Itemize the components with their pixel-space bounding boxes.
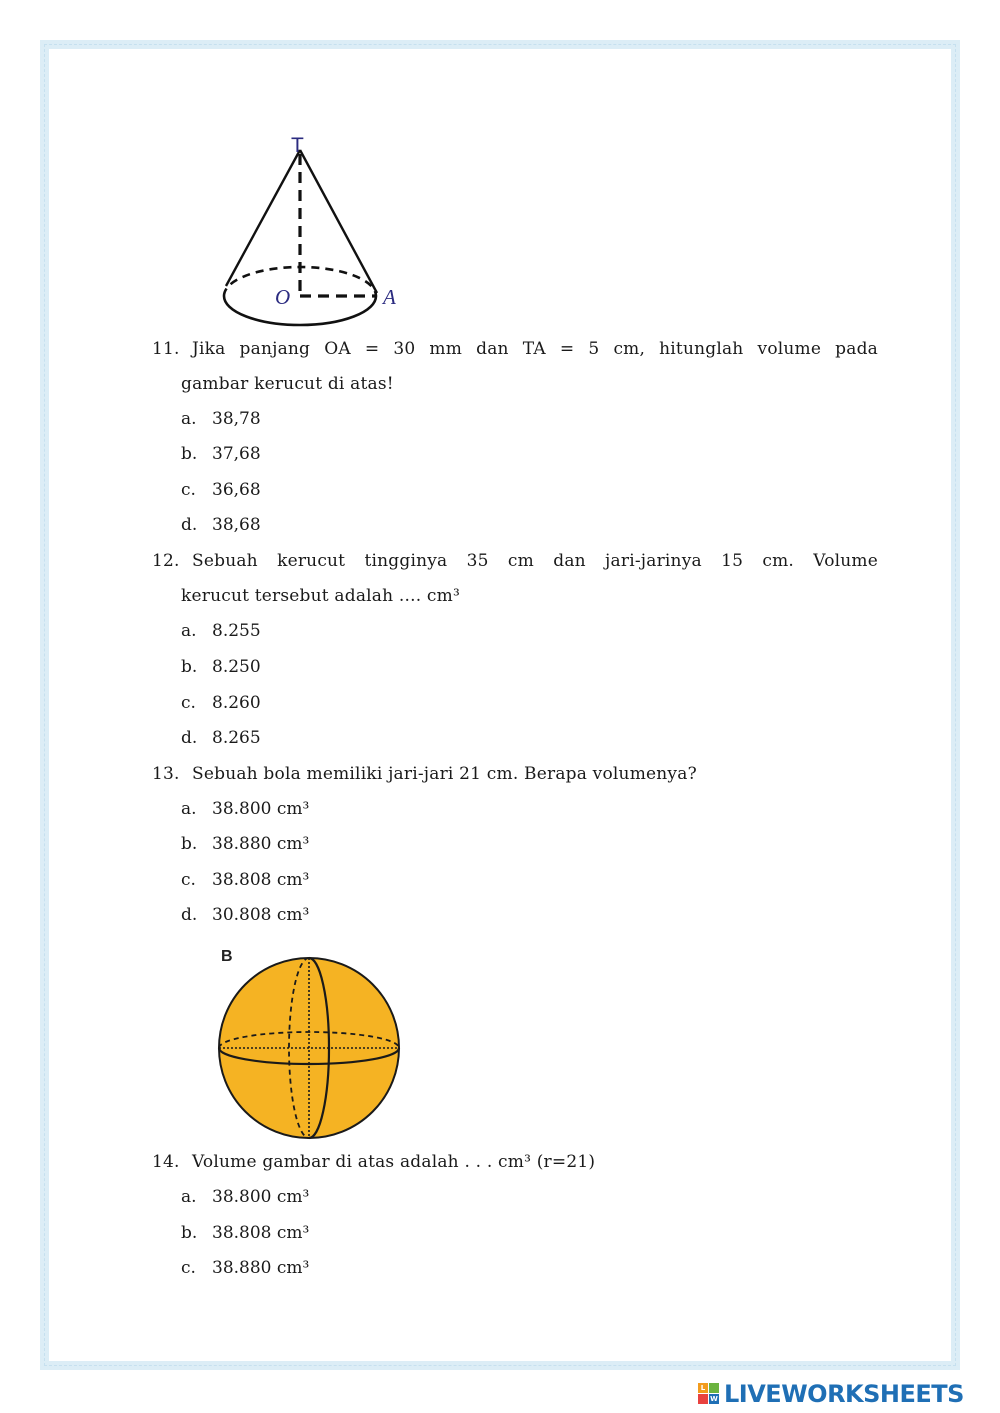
question-13 (152, 757, 878, 792)
logo-badge-letter: W (710, 1395, 718, 1403)
option-text: 38,68 (212, 515, 261, 535)
option-letter: b. (181, 444, 198, 464)
option-text: 38.800 cm³ (212, 799, 310, 819)
liveworksheets-logo[interactable] (698, 1378, 964, 1410)
option-14-b[interactable] (181, 1216, 309, 1251)
question-number: 14. (152, 1152, 180, 1172)
cone-figure (210, 128, 420, 333)
option-letter: d. (181, 728, 198, 748)
option-14-c[interactable] (181, 1251, 309, 1286)
option-text: 38.880 cm³ (212, 1258, 310, 1278)
option-text: 38,78 (212, 409, 261, 429)
cone-apex-label: T (291, 134, 304, 157)
option-text: 30.808 cm³ (212, 905, 310, 925)
option-letter: a. (181, 1187, 197, 1207)
option-12-a[interactable] (181, 614, 261, 649)
question-11 (152, 332, 878, 402)
option-letter: d. (181, 515, 198, 535)
question-12-line2: kerucut tersebut adalah .... cm³ (181, 586, 460, 606)
cone-edge-label: A (383, 285, 396, 309)
question-number: 11. (152, 339, 180, 359)
option-11-c[interactable] (181, 473, 261, 508)
option-text: 37,68 (212, 444, 261, 464)
cone-left-slant (226, 150, 300, 286)
option-letter: a. (181, 799, 197, 819)
logo-badge-letter: L (698, 1383, 708, 1393)
option-11-d[interactable] (181, 508, 261, 543)
cone-right-slant (300, 150, 377, 293)
option-letter: a. (181, 409, 197, 429)
option-text: 38.808 cm³ (212, 870, 310, 890)
logo-badge-icon (698, 1383, 720, 1405)
option-letter: a. (181, 621, 197, 641)
option-letter: c. (181, 480, 196, 500)
option-13-c[interactable] (181, 863, 309, 898)
option-text: 8.255 (212, 621, 261, 641)
question-number: 12. (152, 551, 180, 571)
cone-center-label: O (275, 285, 291, 309)
question-12 (152, 544, 878, 614)
question-12-line1 (152, 544, 878, 579)
cone-base-front-arc (224, 296, 376, 325)
question-text: Sebuah bola memiliki jari-jari 21 cm. Berapa volumenya? (192, 764, 697, 784)
option-text: 8.260 (212, 693, 261, 713)
option-letter: d. (181, 905, 198, 925)
question-14 (152, 1145, 878, 1180)
option-12-b[interactable] (181, 650, 261, 685)
option-letter: b. (181, 834, 198, 854)
option-letter: c. (181, 1258, 196, 1278)
option-14-a[interactable] (181, 1180, 309, 1215)
question-14-line1 (152, 1145, 878, 1180)
question-text: Volume gambar di atas adalah . . . cm³ (r=21) (192, 1152, 596, 1172)
option-text: 38.808 cm³ (212, 1223, 310, 1243)
question-11-line2: gambar kerucut di atas! (181, 374, 394, 394)
option-letter: b. (181, 1223, 198, 1243)
option-12-d[interactable] (181, 721, 261, 756)
sphere-figure (212, 942, 407, 1142)
option-letter: b. (181, 657, 198, 677)
option-text: 38.800 cm³ (212, 1187, 310, 1207)
option-letter: c. (181, 870, 196, 890)
question-number: 13. (152, 764, 180, 784)
option-letter: c. (181, 693, 196, 713)
question-13-line1 (152, 757, 878, 792)
option-13-d[interactable] (181, 898, 309, 933)
option-13-a[interactable] (181, 792, 309, 827)
option-text: 8.265 (212, 728, 261, 748)
option-11-b[interactable] (181, 437, 261, 472)
question-text: Sebuah kerucut tingginya 35 cm dan jari-jarinya 15 cm. Volume (192, 551, 878, 571)
option-13-b[interactable] (181, 827, 309, 862)
question-text: Jika panjang OA = 30 mm dan TA = 5 cm, hitunglah volume pada (192, 339, 878, 359)
option-11-a[interactable] (181, 402, 261, 437)
option-text: 36,68 (212, 480, 261, 500)
option-text: 8.250 (212, 657, 261, 677)
sphere-label: B (221, 948, 233, 965)
option-text: 38.880 cm³ (212, 834, 310, 854)
question-11-line1 (152, 332, 878, 367)
option-12-c[interactable] (181, 686, 261, 721)
logo-text: LIVEWORKSHEETS (724, 1380, 964, 1408)
